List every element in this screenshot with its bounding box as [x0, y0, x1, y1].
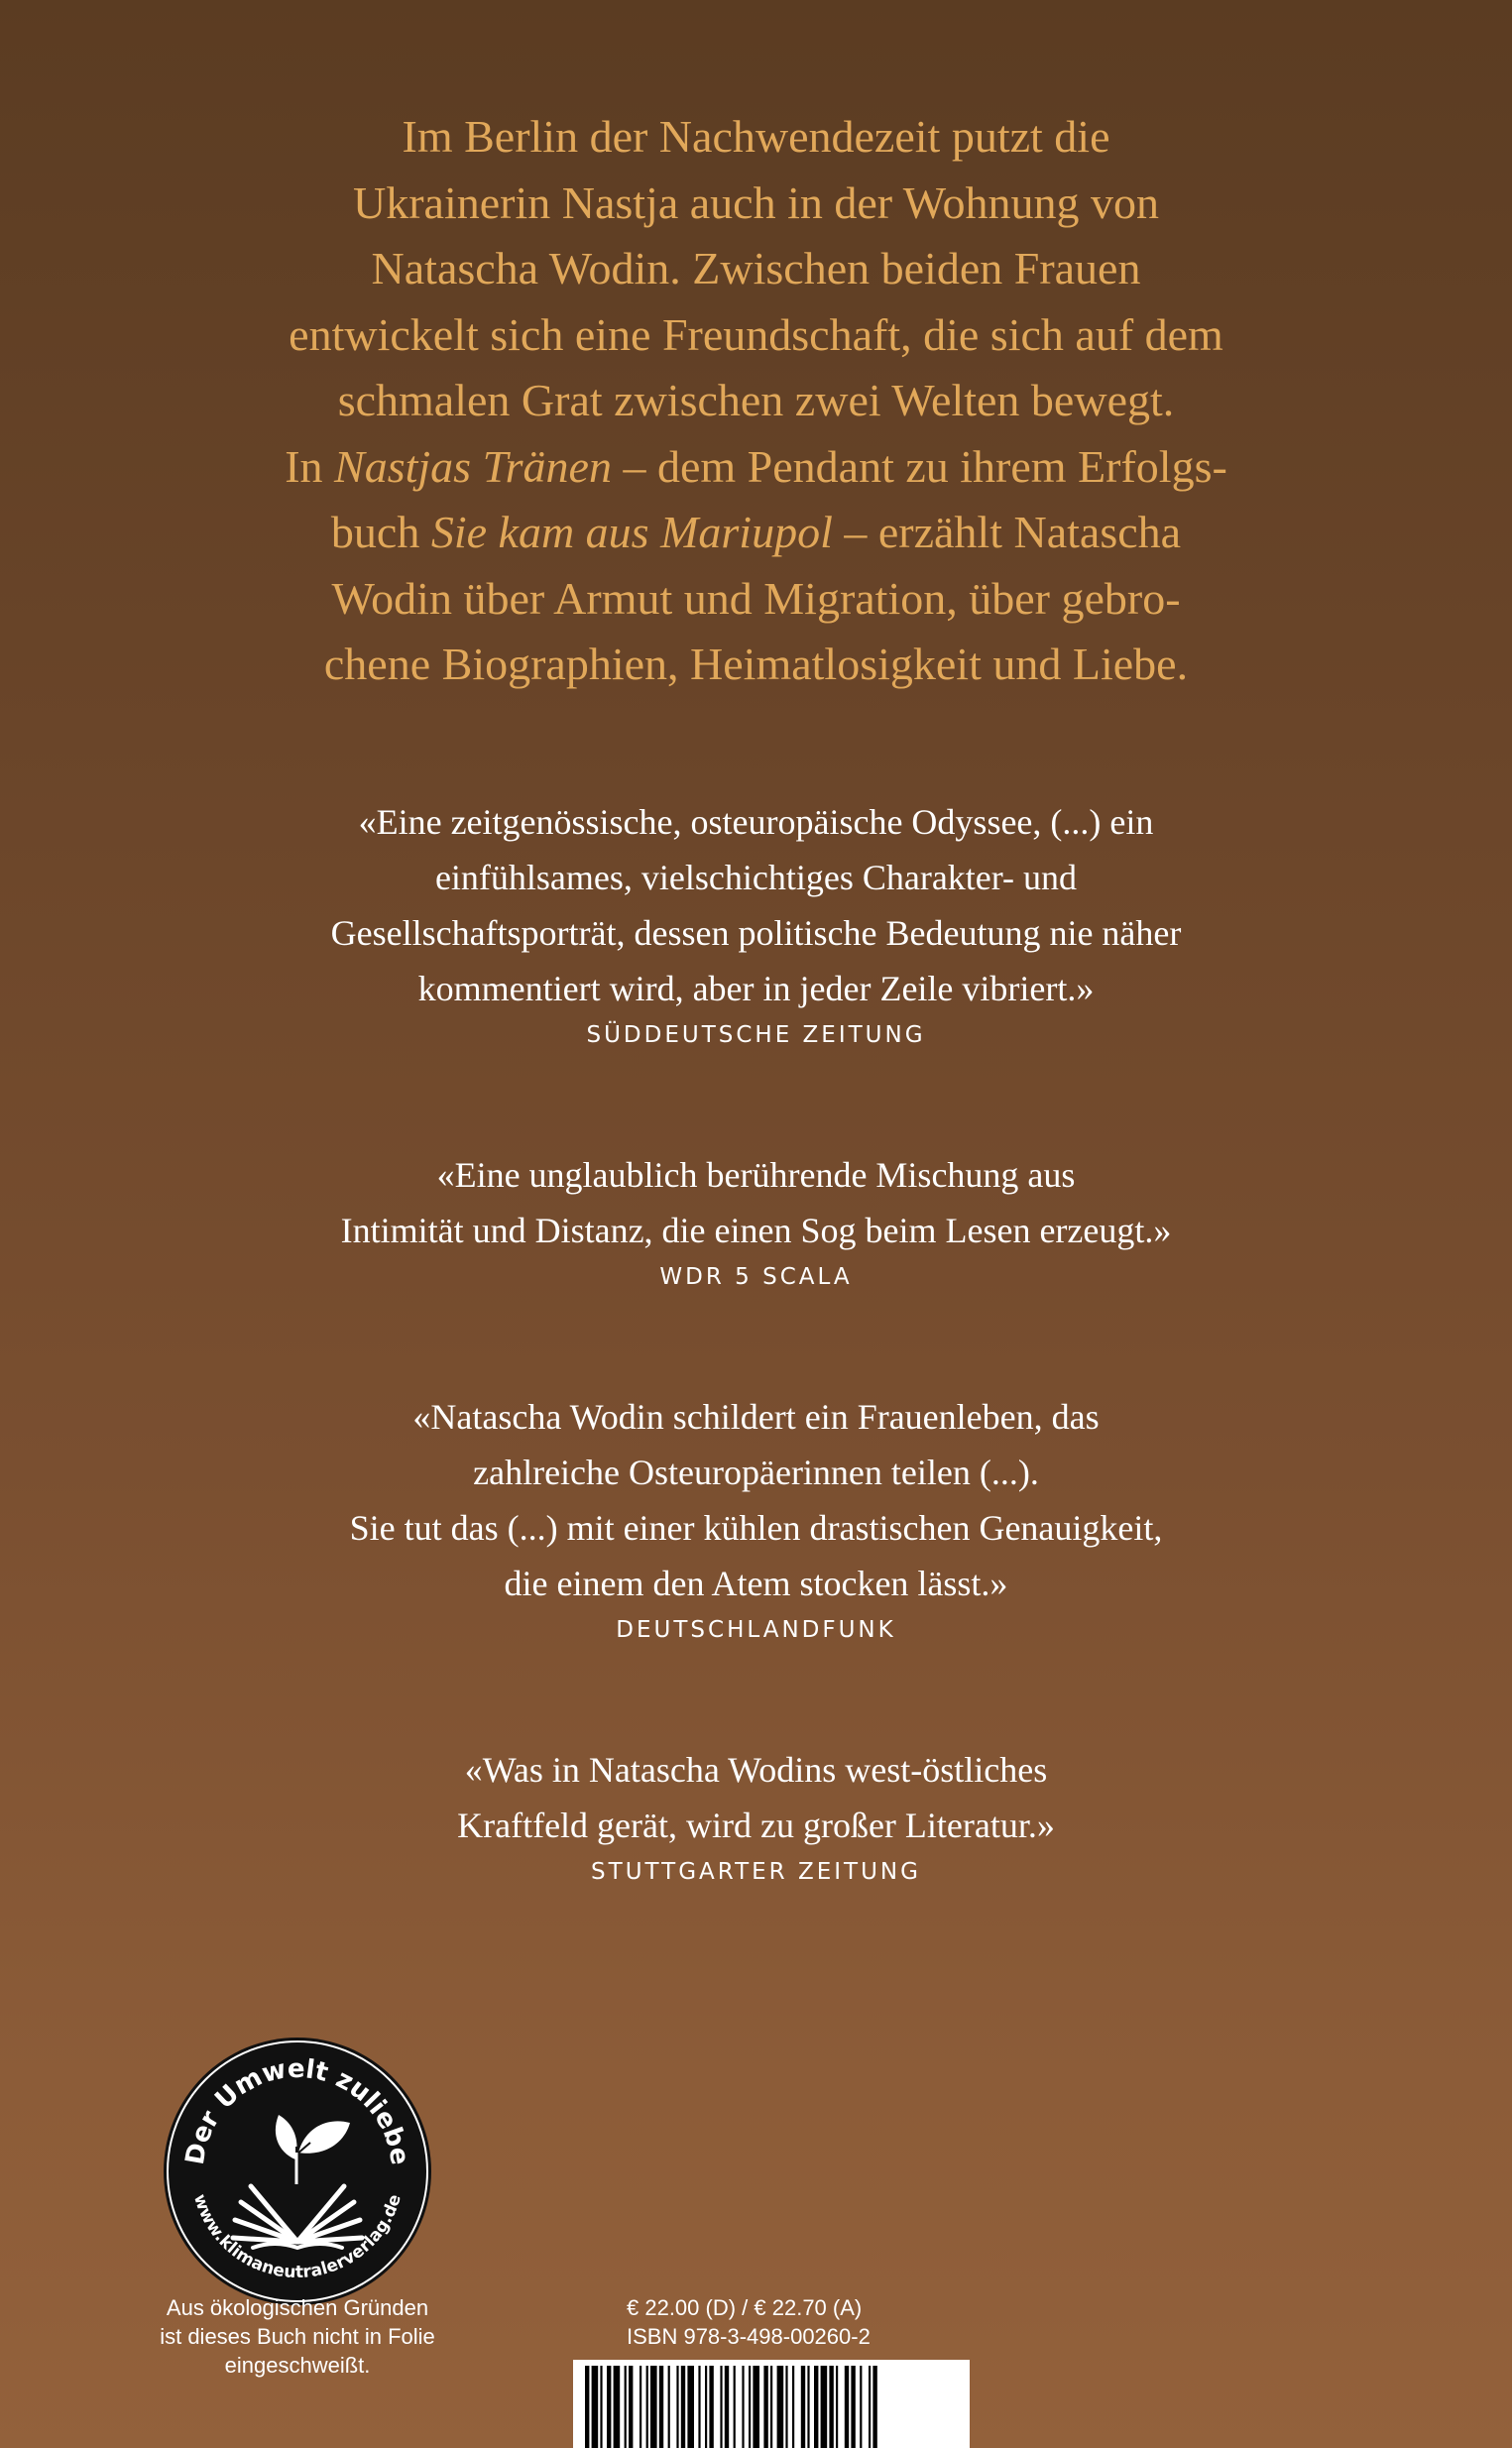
- quote-line: Sie tut das (...) mit einer kühlen drastischen Genauigkeit,: [349, 1508, 1163, 1548]
- climate-neutral-seal: [162, 2036, 433, 2307]
- barcode-bar: [829, 2366, 833, 2448]
- barcode-bar: [668, 2366, 670, 2448]
- quote-source: WDR 5 SCALA: [659, 1264, 853, 1290]
- barcode-bar: [681, 2366, 685, 2448]
- isbn-label: ISBN 978-3-498-00260-2: [627, 2324, 871, 2349]
- barcode-bar: [860, 2366, 862, 2448]
- barcode-bar: [709, 2366, 713, 2448]
- blurb-line: schmalen Grat zwischen zwei Welten bewegt.: [337, 375, 1175, 425]
- barcode-bar: [625, 2366, 627, 2448]
- blurb-text-segment: – dem Pendant zu ihrem Erfolgs-: [611, 440, 1227, 492]
- quote-line: zahlreiche Osteuropäerinnen teilen (...).: [473, 1453, 1039, 1492]
- barcode-bar: [720, 2366, 722, 2448]
- price-label: € 22.00 (D) / € 22.70 (A): [627, 2295, 863, 2320]
- barcode-bar: [640, 2366, 641, 2448]
- seal-top-text: Der Umwelt zuliebe: [179, 2053, 414, 2167]
- book-title-mariupol: Sie kam aus Mariupol: [430, 507, 833, 557]
- barcode-bar: [770, 2366, 772, 2448]
- quote-source: SÜDDEUTSCHE ZEITUNG: [586, 1022, 926, 1048]
- quote-line: «Was in Natascha Wodins west-östliches: [464, 1750, 1048, 1790]
- blurb-line: Wodin über Armut und Migration, über gebro-: [331, 572, 1181, 624]
- blurb-text: [198, 104, 1314, 698]
- barcode-bar: [763, 2366, 767, 2448]
- quote-line: kommentiert wird, aber in jeder Zeile vibriert.»: [417, 969, 1095, 1008]
- price-info: [627, 2293, 871, 2351]
- quote-line: «Natascha Wodin schildert ein Frauenleben, das: [412, 1397, 1100, 1437]
- quote-line: Kraftfeld gerät, wird zu großer Literatur.»: [457, 1806, 1055, 1845]
- blurb-text-segment: – erzählt Natascha: [832, 507, 1182, 557]
- barcode-bar: [614, 2366, 621, 2448]
- quote-line: Intimität und Distanz, die einen Sog beim Lesen erzeugt.»: [340, 1211, 1172, 1250]
- book-title-nastjas-traenen: Nastjas Tränen: [334, 440, 612, 492]
- quote-text: [149, 1147, 1363, 1258]
- barcode-bar: [845, 2366, 849, 2448]
- barcode-bar: [687, 2366, 694, 2448]
- quote-text: [149, 1742, 1363, 1853]
- barcode-bar: [777, 2366, 784, 2448]
- blurb-line: Natascha Wodin. Zwischen beiden Frauen: [371, 243, 1141, 293]
- barcode-bar: [734, 2366, 736, 2448]
- blurb-line: [198, 500, 1314, 566]
- barcode-bar: [814, 2366, 818, 2448]
- barcode-bar: [646, 2366, 648, 2448]
- quote-line: «Eine unglaublich berührende Mischung aus: [436, 1155, 1076, 1195]
- barcode-bar: [836, 2366, 838, 2448]
- blurb-line: entwickelt sich eine Freundschaft, die sich auf dem: [289, 308, 1223, 360]
- barcode-bar: [629, 2366, 633, 2448]
- quote-line: «Eine zeitgenössische, osteuropäische Odyssee, (...) ein: [358, 802, 1154, 842]
- barcode-bar: [742, 2366, 744, 2448]
- quote-source: STUTTGARTER ZEITUNG: [591, 1859, 921, 1885]
- eco-note-line: ist dieses Buch nicht in Folie: [160, 2324, 435, 2349]
- barcode-bar: [592, 2366, 599, 2448]
- barcode-bar: [585, 2366, 589, 2448]
- barcode-bar: [821, 2366, 828, 2448]
- quote-line: die einem den Atem stocken lässt.»: [504, 1564, 1008, 1603]
- barcode-icon: [573, 2360, 970, 2448]
- barcode-bar: [659, 2366, 663, 2448]
- barcode-bar: [698, 2366, 700, 2448]
- blurb-text-segment: In: [285, 440, 335, 492]
- barcode-bar: [749, 2366, 751, 2448]
- blurb-line: chene Biographien, Heimatlosigkeit und Liebe.: [323, 639, 1189, 689]
- barcode-bar: [725, 2366, 729, 2448]
- barcode-bar: [807, 2366, 809, 2448]
- barcode-bar: [801, 2366, 805, 2448]
- barcode-bar: [792, 2366, 794, 2448]
- barcode-bar: [872, 2366, 876, 2448]
- barcode-bar: [851, 2366, 855, 2448]
- quote-line: einfühlsames, vielschichtiges Charakter- und: [434, 858, 1078, 897]
- seal-bottom-text: www.klimaneutralerverlag.de: [188, 2191, 406, 2283]
- blurb-line: [198, 434, 1314, 501]
- blurb-line: Ukrainerin Nastja auch in der Wohnung von: [352, 176, 1160, 228]
- blurb-line: Im Berlin der Nachwendezeit putzt die: [402, 111, 1110, 162]
- barcode-bar: [785, 2366, 787, 2448]
- review-quote: [149, 794, 1363, 1048]
- review-quote: [149, 1389, 1363, 1643]
- quote-text: [149, 794, 1363, 1016]
- review-quote: [149, 1147, 1363, 1290]
- quote-text: [149, 1389, 1363, 1611]
- barcode-bar: [676, 2366, 678, 2448]
- eco-note: [119, 2293, 476, 2380]
- barcode-bar: [600, 2366, 602, 2448]
- quote-line: Gesellschaftsporträt, dessen politische Bedeutung nie näher: [330, 913, 1182, 953]
- review-quote: [149, 1742, 1363, 1885]
- barcode-bar: [869, 2366, 871, 2448]
- barcode-bar: [705, 2366, 707, 2448]
- barcode-bar: [753, 2366, 759, 2448]
- barcode-bar: [607, 2366, 611, 2448]
- blurb-text-segment: buch: [330, 507, 431, 557]
- barcode-bar: [650, 2366, 657, 2448]
- quote-source: DEUTSCHLANDFUNK: [616, 1617, 896, 1643]
- eco-note-line: eingeschweißt.: [224, 2353, 371, 2378]
- eco-note-line: Aus ökologischen Gründen: [166, 2295, 429, 2320]
